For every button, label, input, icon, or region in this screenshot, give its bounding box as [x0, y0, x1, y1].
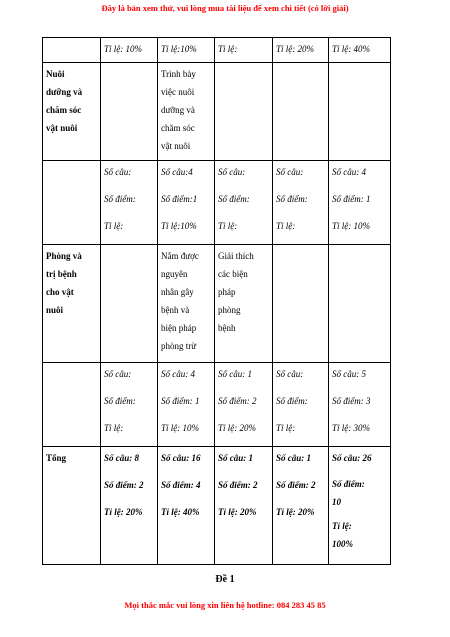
hotline-banner: Mọi thắc mắc vui lòng xin liên hệ hotline: 084 283 45 85: [124, 600, 326, 610]
total-stats-cell: Số câu: 8 Số điểm: 2 Tỉ lệ: 20%: [101, 447, 158, 565]
content-cell: Trình bày việc nuôi dưỡng và chăm sóc vật nuôi: [158, 63, 215, 161]
preview-notice-banner: Đây là bản xem thử, vui lòng mua tài liệu để xem chi tiết (có lời giải): [101, 3, 349, 13]
total-stats-cell: Số câu: 1 Số điểm: 2 Tỉ lệ: 20%: [273, 447, 329, 565]
stats-cell: Số câu: 4 Số điểm: 1 Tỉ lệ: 10%: [329, 161, 391, 245]
content-cell: [273, 245, 329, 363]
ratio-row: [43, 38, 391, 63]
exam-title: Đề 1: [215, 574, 235, 585]
exam-matrix-table: [42, 37, 391, 565]
stats-cell: Số câu: 1 Số điểm: 2 Tỉ lệ: 20%: [215, 363, 273, 447]
stats-cell: Số câu: Số điểm: Tỉ lệ:: [273, 363, 329, 447]
content-cell: Nắm được nguyên nhân gây bệnh và biện pháp phòng trừ: [158, 245, 215, 363]
ratio-cell: Tỉ lệ: 10%: [101, 38, 158, 63]
stats-row: [43, 161, 391, 245]
total-stats-cell: Số câu: 1 Số điểm: 2 Tỉ lệ: 20%: [215, 447, 273, 565]
ratio-cell: Tỉ lệ:: [215, 38, 273, 63]
stats-cell: Số câu:4 Số điểm:1 Tỉ lệ:10%: [158, 161, 215, 245]
topic-label: Phòng và trị bệnh cho vật nuôi: [43, 245, 101, 363]
stats-cell: Số câu: Số điểm: Tỉ lệ:: [101, 363, 158, 447]
stats-row: [43, 363, 391, 447]
topic-cell: [43, 363, 101, 447]
content-cell: Giải thích các biện pháp phòng bệnh: [215, 245, 273, 363]
stats-cell: Số câu: Số điểm: Tỉ lệ:: [215, 161, 273, 245]
total-stats-cell: Số câu: 26 Số điểm: 10 Tỉ lệ: 100%: [329, 447, 391, 565]
topic-cell: [43, 161, 101, 245]
stats-cell: Số câu: 4 Số điểm: 1 Tỉ lệ: 10%: [158, 363, 215, 447]
content-cell: [101, 63, 158, 161]
content-cell: [273, 63, 329, 161]
total-label: Tổng: [43, 447, 101, 565]
content-cell: [329, 63, 391, 161]
stats-cell: Số câu: Số điểm: Tỉ lệ:: [101, 161, 158, 245]
stats-cell: Số câu: 5 Số điểm: 3 Tỉ lệ: 30%: [329, 363, 391, 447]
ratio-cell: Tỉ lệ: 20%: [273, 38, 329, 63]
topic-row: [43, 63, 391, 161]
ratio-cell: Tỉ lệ:10%: [158, 38, 215, 63]
ratio-cell: Tỉ lệ: 40%: [329, 38, 391, 63]
topic-label: Nuôi dưỡng và chăm sóc vật nuôi: [43, 63, 101, 161]
stats-cell: Số câu: Số điểm: Tỉ lệ:: [273, 161, 329, 245]
content-cell: [215, 63, 273, 161]
topic-cell: [43, 38, 101, 63]
content-cell: [101, 245, 158, 363]
total-row: [43, 447, 391, 565]
content-cell: [329, 245, 391, 363]
total-stats-cell: Số câu: 16 Số điểm: 4 Tỉ lệ: 40%: [158, 447, 215, 565]
topic-row: [43, 245, 391, 363]
